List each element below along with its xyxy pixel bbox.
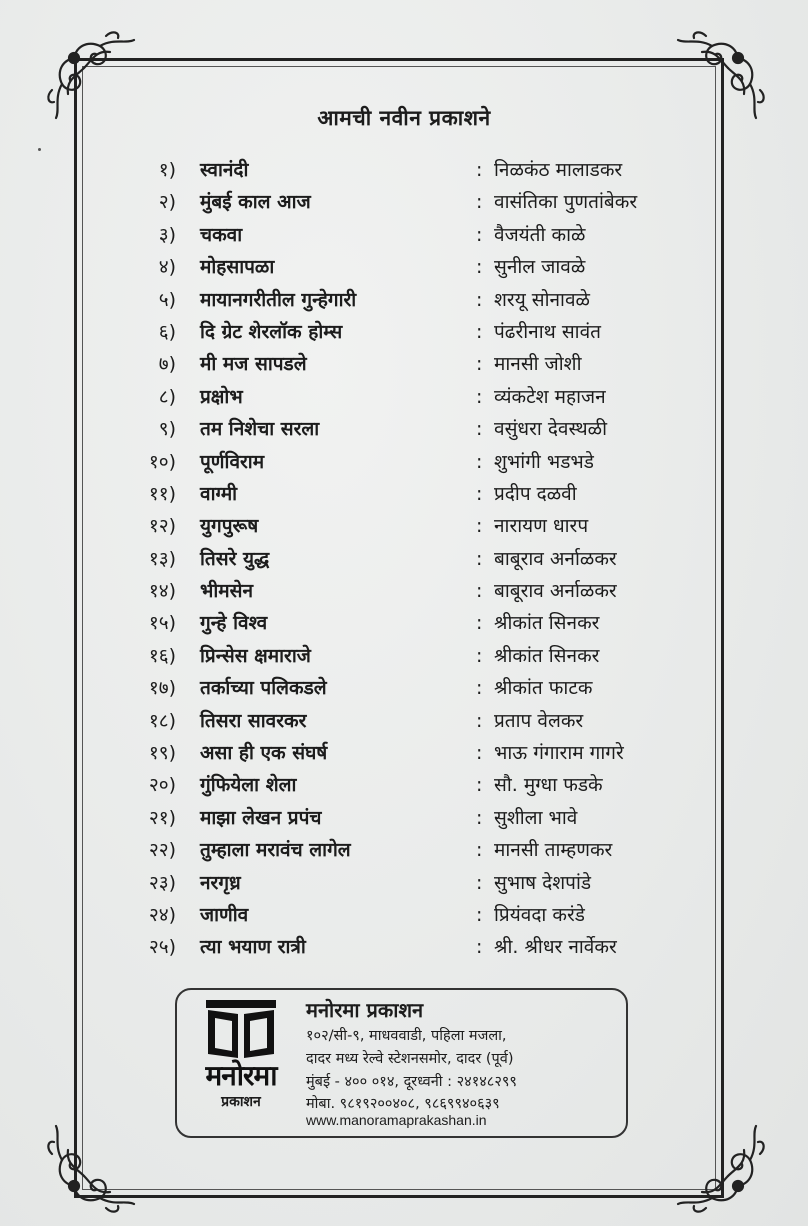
book-number: १६)	[148, 644, 176, 667]
ornament-svg	[672, 1120, 768, 1216]
book-author: शुभांगी भडभडे	[494, 450, 594, 473]
book-title: मायानगरीतील गुन्हेगारी	[200, 288, 357, 311]
book-icon	[206, 1000, 276, 1058]
book-row	[0, 510, 808, 542]
book-title: मी मज सापडले	[200, 353, 307, 376]
book-number: १४)	[148, 580, 176, 603]
book-author: सौ. मुग्धा फडके	[494, 774, 603, 797]
book-author: बाबूराव अर्नाळकर	[494, 547, 617, 570]
book-title: स्वानंदी	[200, 159, 249, 181]
publisher-mobile: मोबा. ९८१९२००४०८, ९८६९९४०६३९	[306, 1096, 500, 1112]
separator: :	[476, 774, 483, 797]
separator: :	[476, 580, 483, 603]
book-author: श्रीकांत फाटक	[494, 677, 593, 700]
book-number: १३)	[148, 547, 176, 570]
book-author: सुभाष देशपांडे	[494, 871, 592, 894]
separator: :	[476, 677, 483, 700]
logo-subtitle: प्रकाशन	[221, 1094, 261, 1110]
separator: :	[476, 353, 483, 376]
separator: :	[476, 256, 483, 279]
book-title: वाग्मी	[200, 482, 238, 505]
separator: :	[476, 644, 483, 667]
book-title: माझा लेखन प्रपंच	[200, 806, 322, 829]
book-number: ५)	[158, 288, 176, 311]
book-row	[0, 186, 808, 218]
book-number: २१)	[148, 806, 176, 829]
book-title: मोहसापळा	[200, 256, 275, 279]
book-number: १)	[158, 159, 176, 181]
book-author: वसुंधरा देवस्थळी	[494, 418, 607, 441]
book-row	[0, 607, 808, 639]
book-author: भाऊ गंगाराम गागरे	[494, 742, 624, 765]
book-author: प्रदीप दळवी	[494, 482, 577, 505]
book-row	[0, 154, 808, 186]
book-number: २०)	[148, 774, 176, 797]
book-author: वासंतिका पुणतांबेकर	[494, 191, 638, 214]
book-title: मुंबई काल आज	[200, 191, 311, 214]
book-row	[0, 478, 808, 510]
ornament-corner-icon	[672, 1120, 768, 1216]
book-title: तम निशेचा सरला	[200, 418, 320, 441]
book-row	[0, 446, 808, 478]
publisher-name: मनोरमा प्रकाशन	[306, 998, 424, 1022]
book-title: गुन्हे विश्व	[200, 612, 268, 635]
book-row	[0, 413, 808, 445]
book-row	[0, 640, 808, 672]
book-title: प्रक्षोभ	[200, 385, 243, 408]
book-author: बाबूराव अर्नाळकर	[494, 580, 617, 603]
book-row	[0, 543, 808, 575]
book-author: सुशीला भावे	[494, 806, 578, 829]
separator: :	[476, 418, 483, 441]
book-title: प्रिन्सेस क्षमाराजे	[200, 644, 311, 667]
book-row	[0, 284, 808, 316]
book-number: ३)	[158, 223, 176, 246]
book-title: दि ग्रेट शेरलॉक होम्स	[200, 320, 343, 343]
book-row	[0, 931, 808, 963]
book-row	[0, 705, 808, 737]
separator: :	[476, 839, 483, 862]
book-author: श्री. श्रीधर नार्वेकर	[494, 936, 617, 959]
separator: :	[476, 385, 483, 408]
book-author: प्रताप वेलकर	[494, 709, 584, 732]
separator: :	[476, 612, 483, 635]
book-author: निळकंठ मालाडकर	[494, 159, 623, 181]
separator: :	[476, 223, 483, 246]
book-title: तिसरा सावरकर	[200, 709, 307, 732]
book-author: नारायण धारप	[494, 515, 589, 538]
book-author: शरयू सोनावळे	[494, 288, 590, 311]
separator: :	[476, 450, 483, 473]
book-title: चकवा	[200, 223, 243, 246]
book-author: मानसी ताम्हणकर	[494, 839, 613, 862]
book-row	[0, 737, 808, 769]
book-number: २३)	[148, 871, 176, 894]
book-title: युगपुरूष	[200, 515, 259, 538]
book-title: तिसरे युद्ध	[200, 547, 270, 570]
separator: :	[476, 482, 483, 505]
book-author: श्रीकांत सिनकर	[494, 644, 600, 667]
publisher-website: www.manoramaprakashan.in	[306, 1112, 487, 1128]
book-row	[0, 219, 808, 251]
book-number: १५)	[148, 612, 176, 635]
separator: :	[476, 320, 483, 343]
book-row	[0, 251, 808, 283]
book-title: पूर्णविराम	[200, 450, 265, 473]
book-row	[0, 316, 808, 348]
publisher-phone: मुंबई - ४०० ०१४, दूरध्वनी : २४१४८२९९	[306, 1074, 517, 1090]
book-author: श्रीकांत सिनकर	[494, 612, 600, 635]
book-author: मानसी जोशी	[494, 353, 582, 376]
publisher-logo	[188, 1000, 294, 1118]
book-number: २२)	[148, 839, 176, 862]
publisher-address-line-1: १०२/सी-९, माधववाडी, पहिला मजला,	[306, 1028, 507, 1044]
book-number: २५)	[148, 936, 176, 959]
book-number: ७)	[158, 353, 176, 376]
book-number: २)	[158, 191, 176, 214]
book-title: त्या भयाण रात्री	[200, 936, 306, 959]
page-title: आमची नवीन प्रकाशने	[317, 106, 491, 130]
book-number: ८)	[158, 385, 176, 408]
separator: :	[476, 515, 483, 538]
book-title: तुम्हाला मरावंच लागेल	[200, 839, 351, 862]
book-number: २४)	[148, 903, 176, 926]
book-row	[0, 867, 808, 899]
book-author: वैजयंती काळे	[494, 223, 586, 246]
book-number: ९)	[158, 418, 176, 441]
book-number: ११)	[148, 482, 176, 505]
book-title: असा ही एक संघर्ष	[200, 742, 328, 765]
book-title: गुंफियेला शेला	[200, 774, 297, 797]
book-row	[0, 802, 808, 834]
ornament-svg	[44, 1120, 140, 1216]
book-row	[0, 899, 808, 931]
book-title: तर्काच्या पलिकडले	[200, 677, 327, 700]
separator: :	[476, 547, 483, 570]
separator: :	[476, 159, 483, 181]
book-number: ६)	[158, 320, 176, 343]
book-number: ४)	[158, 256, 176, 279]
ornament-corner-icon	[44, 1120, 140, 1216]
book-number: १८)	[148, 709, 176, 732]
book-author: सुनील जावळे	[494, 256, 586, 279]
separator: :	[476, 742, 483, 765]
book-author: प्रियंवदा करंडे	[494, 903, 585, 926]
book-row	[0, 348, 808, 380]
separator: :	[476, 806, 483, 829]
book-row	[0, 575, 808, 607]
book-row	[0, 769, 808, 801]
book-title: नरगृध्र	[200, 871, 241, 894]
book-row	[0, 381, 808, 413]
book-row	[0, 834, 808, 866]
logo-wordmark: मनोरमा	[205, 1059, 277, 1092]
book-list	[0, 154, 808, 964]
book-row	[0, 672, 808, 704]
publisher-address-line-2: दादर मध्य रेल्वे स्टेशनसमोर, दादर (पूर्व)	[306, 1051, 514, 1067]
separator: :	[476, 709, 483, 732]
separator: :	[476, 903, 483, 926]
book-number: १०)	[148, 450, 176, 473]
book-number: १७)	[148, 677, 176, 700]
paper-speck	[38, 148, 41, 151]
book-author: व्यंकटेश महाजन	[494, 385, 606, 408]
separator: :	[476, 191, 483, 214]
book-author: पंढरीनाथ सावंत	[494, 320, 601, 343]
separator: :	[476, 288, 483, 311]
book-title: भीमसेन	[200, 580, 254, 603]
book-number: १२)	[148, 515, 176, 538]
book-number: १९)	[148, 742, 176, 765]
separator: :	[476, 871, 483, 894]
separator: :	[476, 936, 483, 959]
book-title: जाणीव	[200, 903, 249, 926]
